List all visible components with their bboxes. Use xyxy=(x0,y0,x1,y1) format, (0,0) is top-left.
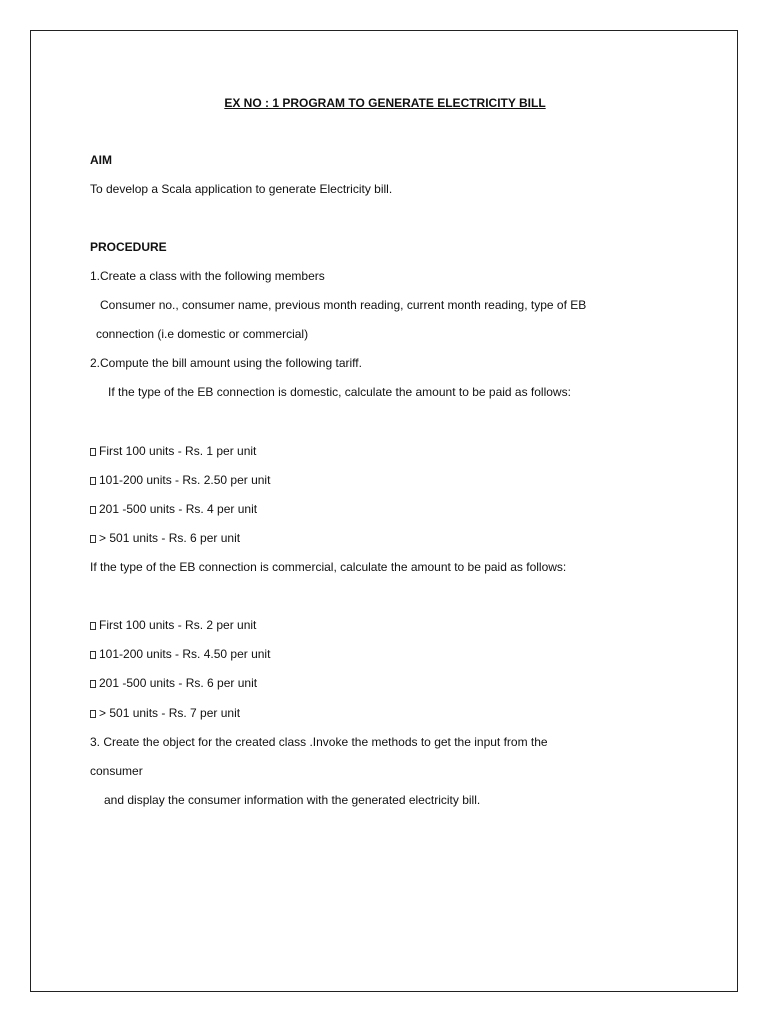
step-2: 2.Compute the bill amount using the following tariff. xyxy=(90,356,362,370)
bullet-box-icon xyxy=(90,535,96,543)
tariff-text: 101-200 units - Rs. 2.50 per unit xyxy=(99,473,271,487)
tariff-text: 101-200 units - Rs. 4.50 per unit xyxy=(99,647,271,661)
bullet-box-icon xyxy=(90,680,96,688)
domestic-tariff-1 xyxy=(90,444,256,458)
tariff-text: > 501 units - Rs. 6 per unit xyxy=(99,531,241,545)
domestic-intro: If the type of the EB connection is domestic, calculate the amount to be paid as follows: xyxy=(108,385,571,399)
aim-text: To develop a Scala application to generate Electricity bill. xyxy=(90,182,393,196)
step-3-b: consumer xyxy=(90,764,143,778)
document-title: EX NO : 1 PROGRAM TO GENERATE ELECTRICITY BILL xyxy=(224,96,546,110)
tariff-text: First 100 units - Rs. 2 per unit xyxy=(99,618,257,632)
domestic-tariff-3 xyxy=(90,502,257,516)
step-3-a: 3. Create the object for the created class .Invoke the methods to get the input from the xyxy=(90,735,548,749)
commercial-tariff-1 xyxy=(90,618,256,632)
commercial-intro: If the type of the EB connection is commercial, calculate the amount to be paid as follows: xyxy=(90,560,567,574)
step-1: 1.Create a class with the following members xyxy=(90,269,325,283)
commercial-tariff-4 xyxy=(90,706,240,720)
bullet-box-icon xyxy=(90,651,96,659)
commercial-tariff-2 xyxy=(90,647,270,661)
bullet-box-icon xyxy=(90,622,96,630)
bullet-box-icon xyxy=(90,448,96,456)
bullet-box-icon xyxy=(90,710,96,718)
procedure-heading: PROCEDURE xyxy=(90,240,167,254)
tariff-text: First 100 units - Rs. 1 per unit xyxy=(99,444,257,458)
commercial-tariff-3 xyxy=(90,676,257,690)
step-1-detail-a: Consumer no., consumer name, previous month reading, current month reading, type of EB xyxy=(100,298,587,312)
tariff-text: > 501 units - Rs. 7 per unit xyxy=(99,706,241,720)
step-1-detail-b: connection (i.e domestic or commercial) xyxy=(96,327,309,341)
bullet-box-icon xyxy=(90,506,96,514)
tariff-text: 201 -500 units - Rs. 4 per unit xyxy=(99,502,258,516)
bullet-box-icon xyxy=(90,477,96,485)
domestic-tariff-4 xyxy=(90,531,240,545)
tariff-text: 201 -500 units - Rs. 6 per unit xyxy=(99,676,258,690)
domestic-tariff-2 xyxy=(90,473,270,487)
aim-heading: AIM xyxy=(90,153,112,167)
page-frame xyxy=(30,30,738,992)
step-3-c: and display the consumer information with the generated electricity bill. xyxy=(104,793,481,807)
